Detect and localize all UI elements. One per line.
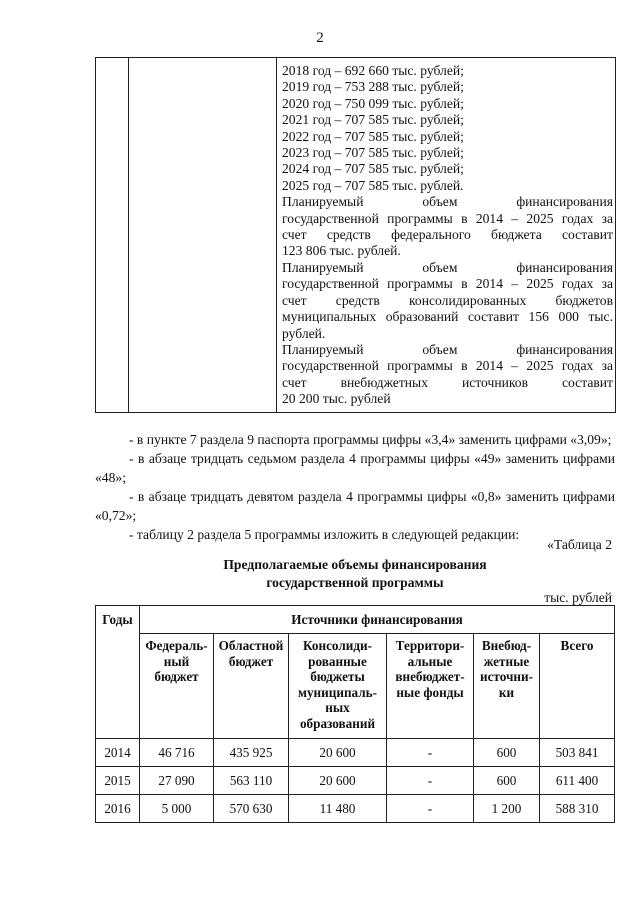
territorial-funds-header: Территори-альные внебюджет-ные фонды xyxy=(387,634,474,739)
extrabudget-funding-text: государственной программы в 2014 – 2025 годах за xyxy=(282,358,613,374)
amendment-paragraph: - таблицу 2 раздела 5 программы изложить в следующей редакции: xyxy=(129,527,520,542)
amendment-paragraph: - в абзаце тридцать седьмом раздела 4 программы цифры «49» заменить цифрами «48»; xyxy=(95,451,615,485)
federal-cell: 27 090 xyxy=(140,767,214,795)
year-line: 2018 год – 692 660 тыс. рублей; xyxy=(282,63,464,78)
federal-budget-header: Федераль-ный бюджет xyxy=(140,634,214,739)
empty-cell-1 xyxy=(96,58,129,413)
territorial-cell: - xyxy=(387,795,474,823)
extrabudget-funding-text: 20 200 тыс. рублей xyxy=(282,391,391,407)
year-cell: 2014 xyxy=(96,739,140,767)
page-number: 2 xyxy=(316,30,324,46)
table-row xyxy=(96,767,615,795)
federal-funding-text: Планируемый объем финансирования xyxy=(282,194,613,210)
federal-funding-text: государственной программы в 2014 – 2025 годах за xyxy=(282,210,613,226)
empty-cell-2 xyxy=(129,58,277,413)
federal-funding-text: 123 806 тыс. рублей. xyxy=(282,243,401,259)
year-cell: 2016 xyxy=(96,795,140,823)
municipal-funding-text: счет средств консолидированных бюджетов xyxy=(282,292,613,308)
year-line: 2021 год – 707 585 тыс. рублей; xyxy=(282,112,464,128)
year-line: 2025 год – 707 585 тыс. рублей. xyxy=(282,177,464,193)
financing-table xyxy=(95,605,615,823)
year-line: 2019 год – 753 288 тыс. рублей; xyxy=(282,79,464,95)
years-header: Годы xyxy=(96,606,140,739)
federal-cell: 46 716 xyxy=(140,739,214,767)
table-title xyxy=(95,556,615,592)
table-label: «Таблица 2 xyxy=(547,537,612,552)
extrabudget-sources-header: Внебюд-жетные источни-ки xyxy=(474,634,540,739)
amendment-paragraph: - в пункте 7 раздела 9 паспорта программы цифры «3,4» заменить цифрами «3,09»; xyxy=(129,432,612,447)
federal-funding-text: счет средств федерального бюджета составит xyxy=(282,227,613,243)
regional-cell: 570 630 xyxy=(214,795,289,823)
total-cell: 588 310 xyxy=(540,795,615,823)
amendment-paragraph: - в абзаце тридцать девятом раздела 4 программы цифры «0,8» заменить цифрами «0,72»; xyxy=(95,489,615,523)
table-title-line: государственной программы xyxy=(266,575,444,590)
municipal-funding-text: государственной программы в 2014 – 2025 годах за xyxy=(282,276,613,292)
extrabudget-cell: 600 xyxy=(474,767,540,795)
regional-cell: 563 110 xyxy=(214,767,289,795)
municipal-budget-header: Консолиди-рованные бюджеты муниципаль-ных образований xyxy=(289,634,387,739)
territorial-cell: - xyxy=(387,739,474,767)
total-cell: 611 400 xyxy=(540,767,615,795)
amendments-list xyxy=(95,430,615,544)
units-label: тыс. рублей xyxy=(544,590,612,605)
extrabudget-funding-text: Планируемый объем финансирования xyxy=(282,341,613,357)
regional-budget-header: Областной бюджет xyxy=(214,634,289,739)
passport-continuation-table xyxy=(95,57,616,413)
table-row xyxy=(96,739,615,767)
municipal-cell: 11 480 xyxy=(289,795,387,823)
federal-cell: 5 000 xyxy=(140,795,214,823)
extrabudget-cell: 1 200 xyxy=(474,795,540,823)
regional-cell: 435 925 xyxy=(214,739,289,767)
year-cell: 2015 xyxy=(96,767,140,795)
total-header: Всего xyxy=(540,634,615,739)
year-line: 2023 год – 707 585 тыс. рублей; xyxy=(282,145,464,161)
municipal-funding-text: муниципальных образований составит 156 000 тыс. xyxy=(282,309,613,325)
table-title-line: Предполагаемые объемы финансирования xyxy=(223,557,487,572)
extrabudget-cell: 600 xyxy=(474,739,540,767)
table-row xyxy=(96,795,615,823)
year-line: 2020 год – 750 099 тыс. рублей; xyxy=(282,95,464,111)
year-line: 2022 год – 707 585 тыс. рублей; xyxy=(282,128,464,144)
municipal-cell: 20 600 xyxy=(289,739,387,767)
municipal-funding-text: рублей. xyxy=(282,325,326,341)
municipal-funding-text: Планируемый объем финансирования xyxy=(282,259,613,275)
territorial-cell: - xyxy=(387,767,474,795)
municipal-cell: 20 600 xyxy=(289,767,387,795)
extrabudget-funding-text: счет внебюджетных источников составит xyxy=(282,374,613,390)
funding-volume-cell xyxy=(277,58,616,413)
total-cell: 503 841 xyxy=(540,739,615,767)
year-line: 2024 год – 707 585 тыс. рублей; xyxy=(282,161,464,177)
sources-header: Источники финансирования xyxy=(140,606,615,634)
